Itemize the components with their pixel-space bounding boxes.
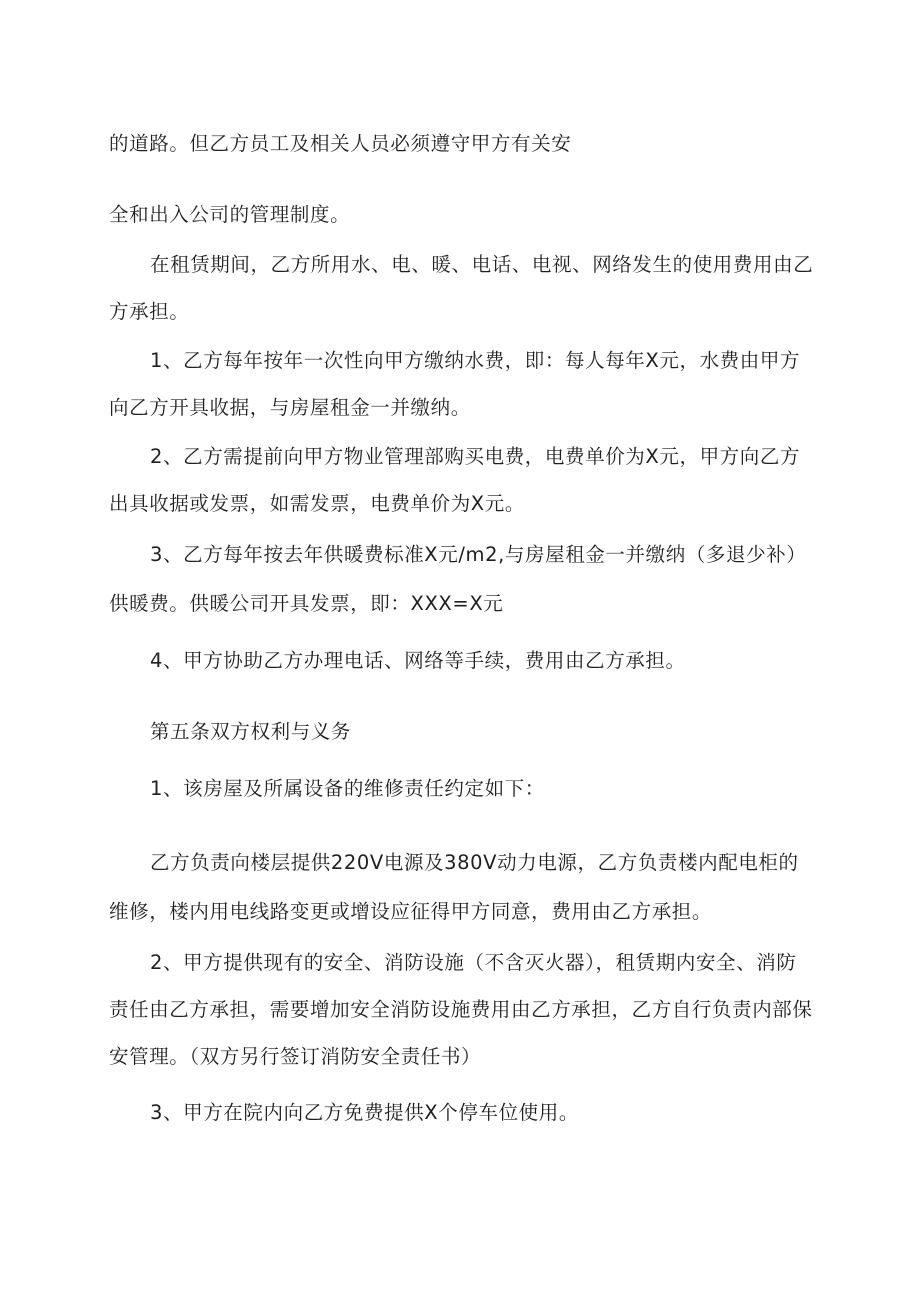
paragraph-start: 乙方负责向楼层提供220V电源及380V动力电源，乙方负责楼内配电柜的 xyxy=(150,851,799,874)
text-line: 安管理。（双方另行签订消防安全责任书） xyxy=(109,1045,482,1068)
text-line: 向乙方开具收据，与房屋租金一并缴纳。 xyxy=(109,396,471,419)
list-item-1: 1、乙方每年按年一次性向甲方缴纳水费，即：每人每年X元，水费由甲方 xyxy=(150,349,801,372)
list-item-2: 2、甲方提供现有的安全、消防设施（不含灭火器），租赁期内安全、消防 xyxy=(150,951,797,974)
list-item-2: 2、乙方需提前向甲方物业管理部购买电费，电费单价为X元，甲方向乙方 xyxy=(150,445,801,468)
text-line: 出具收据或发票，如需发票，电费单价为X元。 xyxy=(109,492,525,515)
text-line: 的道路。但乙方员工及相关人员必须遵守甲方有关安 xyxy=(109,132,572,155)
list-item-3: 3、乙方每年按去年供暖费标准X元/m2,与房屋租金一并缴纳（多退少补） xyxy=(150,543,807,566)
list-item-3: 3、甲方在院内向乙方免费提供X个停车位使用。 xyxy=(150,1101,579,1124)
text-line: 供暖费。供暖公司开具发票，即：XXX=X元 xyxy=(109,592,504,615)
text-line: 维修，楼内用电线路变更或增设应征得甲方同意，费用由乙方承担。 xyxy=(109,900,713,923)
section-heading: 第五条双方权利与义务 xyxy=(150,720,352,743)
text-line: 方承担。 xyxy=(109,300,190,323)
list-item-1: 1、该房屋及所属设备的维修责任约定如下： xyxy=(150,777,545,800)
paragraph-start: 在租赁期间，乙方所用水、电、暖、电话、电视、网络发生的使用费用由乙 xyxy=(150,253,814,276)
text-line: 责任由乙方承担，需要增加安全消防设施费用由乙方承担，乙方自行负责内部保 xyxy=(109,998,813,1021)
list-item-4: 4、甲方协助乙方办理电话、网络等手续，费用由乙方承担。 xyxy=(150,649,686,672)
text-line: 全和出入公司的管理制度。 xyxy=(109,203,351,226)
